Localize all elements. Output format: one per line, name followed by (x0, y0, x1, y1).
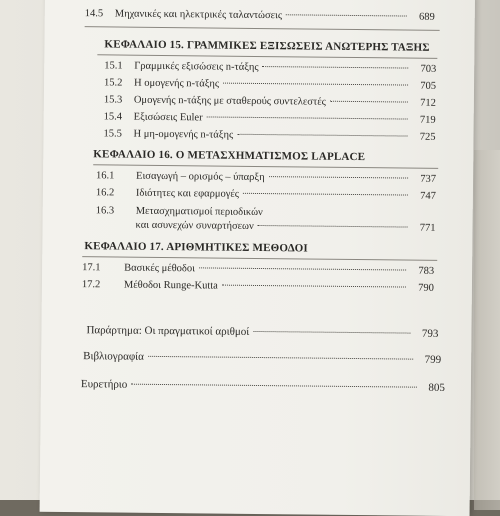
page-edge (474, 150, 500, 510)
entry-number: 15.3 (104, 94, 134, 106)
entry-title-line2: και ασυνεχών συναρτήσεων (136, 219, 254, 233)
leader-dots (286, 14, 407, 16)
leader-dots (330, 101, 408, 103)
chapter-15-heading: ΚΕΦΑΛΑΙΟ 15. ΓΡΑΜΜΙΚΕΣ ΕΞΙΣΩΣΕΙΣ ΑΝΩΤΕΡΗΣ ΤΑΞΗΣ (104, 38, 429, 53)
entry-number: 15.4 (104, 111, 134, 123)
entry-title: Παράρτημα: Οι πραγματικοί αριθμοί (86, 324, 249, 338)
toc-bibliography (83, 350, 441, 366)
entry-page: 790 (410, 283, 434, 295)
entry-page: 793 (414, 328, 438, 340)
entry-page: 805 (421, 382, 445, 394)
entry-title-line1: Μετασχηματισμοί περιοδικών (136, 205, 263, 219)
entry-number: 15.2 (104, 77, 134, 89)
toc-entry-15-3 (104, 94, 436, 109)
entry-title: Μέθοδοι Runge-Kutta (124, 280, 218, 293)
toc-index (81, 378, 445, 394)
toc-entry-17-1 (82, 262, 434, 278)
leader-dots (222, 285, 406, 288)
entry-page: 799 (417, 354, 441, 366)
entry-number: 15.1 (104, 60, 134, 72)
leader-dots (207, 116, 408, 119)
entry-number: 16.3 (96, 204, 136, 217)
entry-page: 719 (412, 115, 436, 127)
leader-dots (223, 83, 408, 86)
toc-entry-15-5 (103, 128, 435, 143)
entry-page: 747 (412, 191, 436, 203)
entry-title: Βιβλιογραφία (83, 350, 144, 363)
book-page (40, 0, 475, 516)
entry-title: Ομογενής n-τάξης με σταθερούς συντελεστές (134, 95, 326, 109)
entry-title: Μηχανικές και ηλεκτρικές ταλαντώσεις (115, 8, 282, 22)
entry-page: 737 (412, 174, 436, 186)
chapter-16-rule (93, 164, 438, 169)
toc-entry-15-4 (104, 111, 436, 126)
toc-entry-17-2 (82, 279, 434, 295)
toc-appendix (86, 324, 438, 340)
entry-page: 689 (411, 12, 435, 24)
entry-page: 703 (412, 64, 436, 76)
entry-number: 15.5 (103, 128, 133, 140)
toc-entry-15-1 (104, 60, 436, 75)
toc-entry-16-3-line2 (96, 218, 436, 235)
leader-dots (258, 225, 408, 228)
entry-title: Εισαγωγή – ορισμός – ύπαρξη (136, 171, 265, 184)
leader-dots (199, 267, 406, 270)
entry-title: Η ομογενής n-τάξης (134, 78, 219, 91)
entry-title: Γραμμικές εξισώσεις n-τάξης (134, 61, 258, 74)
leader-dots (237, 134, 407, 137)
entry-title: Ιδιότητες και εφαρμογές (136, 188, 239, 201)
entry-number: 17.2 (82, 279, 124, 291)
entry-number: 17.1 (82, 262, 124, 274)
leader-dots (263, 66, 409, 69)
entry-title: Η μη-ομογενής n-τάξης (133, 129, 233, 142)
toc-entry-16-2 (96, 187, 436, 203)
entry-page: 725 (411, 132, 435, 144)
toc-entry-15-2 (104, 77, 436, 92)
toc-entry-14-5 (85, 8, 435, 24)
chapter-15-rule (97, 54, 437, 59)
entry-page: 771 (411, 222, 435, 235)
entry-title: Ευρετήριο (81, 378, 128, 390)
entry-page: 705 (412, 81, 436, 93)
leader-dots (243, 193, 408, 196)
entry-title: Βασικές μέθοδοι (124, 263, 195, 276)
divider (85, 26, 440, 31)
entry-number: 16.2 (96, 187, 136, 199)
entry-number: 16.1 (96, 170, 136, 182)
leader-dots (269, 176, 408, 178)
entry-number: 14.5 (85, 8, 115, 20)
chapter-17-heading: ΚΕΦΑΛΑΙΟ 17. ΑΡΙΘΜΗΤΙΚΕΣ ΜΕΘΟΔΟΙ (84, 240, 308, 254)
entry-page: 712 (412, 98, 436, 110)
entry-page: 783 (410, 266, 434, 278)
leader-dots (148, 356, 413, 360)
leader-dots (253, 331, 410, 334)
leader-dots (131, 384, 417, 388)
entry-title: Εξισώσεις Euler (134, 112, 203, 125)
chapter-17-rule (82, 256, 437, 261)
toc-entry-16-1 (96, 170, 436, 186)
chapter-16-heading: ΚΕΦΑΛΑΙΟ 16. Ο ΜΕΤΑΣΧΗΜΑΤΙΣΜΟΣ LAPLACE (93, 148, 365, 163)
